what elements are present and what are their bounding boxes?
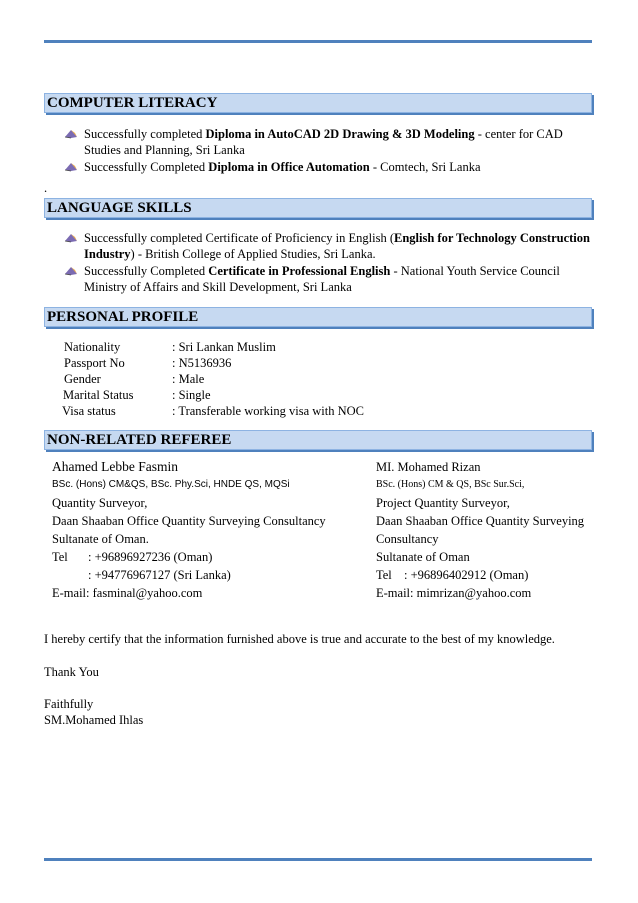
profile-label: Nationality (64, 340, 121, 354)
referee-email: E-mail: fasminal@yahoo.com (52, 586, 203, 600)
book-bullet-icon (64, 128, 78, 139)
tel-label: Tel (376, 568, 392, 582)
item-pre: Successfully completed Certificate of Proficiency in English ( (84, 231, 394, 245)
profile-label: Passport No (64, 356, 125, 370)
profile-row (60, 339, 560, 355)
item-pre: Successfully Completed (84, 160, 209, 174)
item-bold: Certificate in Professional English (208, 264, 391, 278)
referee-name: MI. Mohamed Rizan (376, 460, 481, 474)
stray-dot: . (44, 181, 48, 195)
bottom-rule (44, 858, 592, 861)
profile-value: : Transferable working visa with NOC (172, 404, 364, 418)
referee-role: Quantity Surveyor, (52, 496, 148, 510)
referee-tel (376, 566, 596, 584)
referee-company: Daan Shaaban Office Quantity Surveying Consultancy (52, 514, 326, 528)
item-bold: Diploma in Office Automation (208, 160, 370, 174)
referee-name: Ahamed Lebbe Fasmin (52, 459, 178, 474)
item-post: ) - British College of Applied Studies, Sri Lanka. (130, 247, 376, 261)
referee-country: Sultanate of Oman (376, 550, 470, 564)
list-item (62, 263, 592, 295)
referee-email: E-mail: mimrizan@yahoo.com (376, 586, 532, 600)
profile-row (60, 355, 560, 371)
profile-value: : Sri Lankan Muslim (172, 340, 276, 354)
certification-statement: I hereby certify that the information furnished above is true and accurate to the best of my knowledge. (44, 632, 555, 646)
section-header-computer-literacy: COMPUTER LITERACY (44, 93, 592, 113)
tel-number: : +96896402912 (Oman) (404, 568, 529, 582)
section-header-personal-profile: PERSONAL PROFILE (44, 307, 592, 327)
language-skills-list (62, 230, 592, 296)
item-post: - National Youth Service Council Ministry of Affairs and Skill Development, Sri Lanka (84, 264, 560, 294)
profile-value: : N5136936 (172, 356, 232, 370)
referee-qualifications: BSc. (Hons) CM & QS, BSc Sur.Sci, (376, 479, 525, 490)
tel-number: : +94776967127 (Sri Lanka) (88, 568, 231, 582)
profile-label: Visa status (62, 404, 116, 418)
referee-company: Consultancy (376, 532, 439, 546)
profile-row (60, 387, 560, 403)
book-bullet-icon (64, 161, 78, 172)
tel-number: : +96896927236 (Oman) (88, 550, 213, 564)
top-rule (44, 40, 592, 43)
item-pre: Successfully completed (84, 127, 206, 141)
profile-label: Gender (64, 372, 101, 386)
faithfully: Faithfully (44, 697, 94, 711)
item-post: - center for CAD Studies and Planning, Sri Lanka (84, 127, 563, 157)
referee-left (52, 458, 362, 602)
tel-label: Tel (52, 550, 68, 564)
referee-right (376, 458, 596, 602)
referee-company: Daan Shaaban Office Quantity Surveying (376, 514, 585, 528)
referee-qualifications: BSc. (Hons) CM&QS, BSc. Phy.Sci, HNDE QS, MQSi (52, 479, 290, 490)
item-post: - Comtech, Sri Lanka (369, 160, 481, 174)
signature-name: SM.Mohamed Ihlas (44, 713, 144, 727)
section-header-referee: NON-RELATED REFEREE (44, 430, 592, 450)
profile-value: : Male (172, 372, 205, 386)
book-bullet-icon (64, 232, 78, 243)
thank-you: Thank You (44, 665, 99, 679)
list-item (62, 159, 592, 175)
book-bullet-icon (64, 265, 78, 276)
profile-row (60, 371, 560, 387)
list-item (62, 126, 592, 158)
profile-row (60, 403, 560, 419)
list-item (62, 230, 592, 262)
personal-profile-table (60, 339, 560, 419)
referee-country: Sultanate of Oman. (52, 532, 149, 546)
referee-role: Project Quantity Surveyor, (376, 496, 510, 510)
computer-literacy-list (62, 126, 592, 176)
referee-tel (52, 566, 362, 584)
item-bold: Diploma in AutoCAD 2D Drawing & 3D Modeling (205, 127, 475, 141)
referee-tel (52, 548, 362, 566)
section-header-language-skills: LANGUAGE SKILLS (44, 198, 592, 218)
item-pre: Successfully Completed (84, 264, 209, 278)
profile-label: Marital Status (63, 388, 134, 402)
profile-value: : Single (172, 388, 211, 402)
item-bold: English for Technology Construction Industry (84, 231, 590, 261)
